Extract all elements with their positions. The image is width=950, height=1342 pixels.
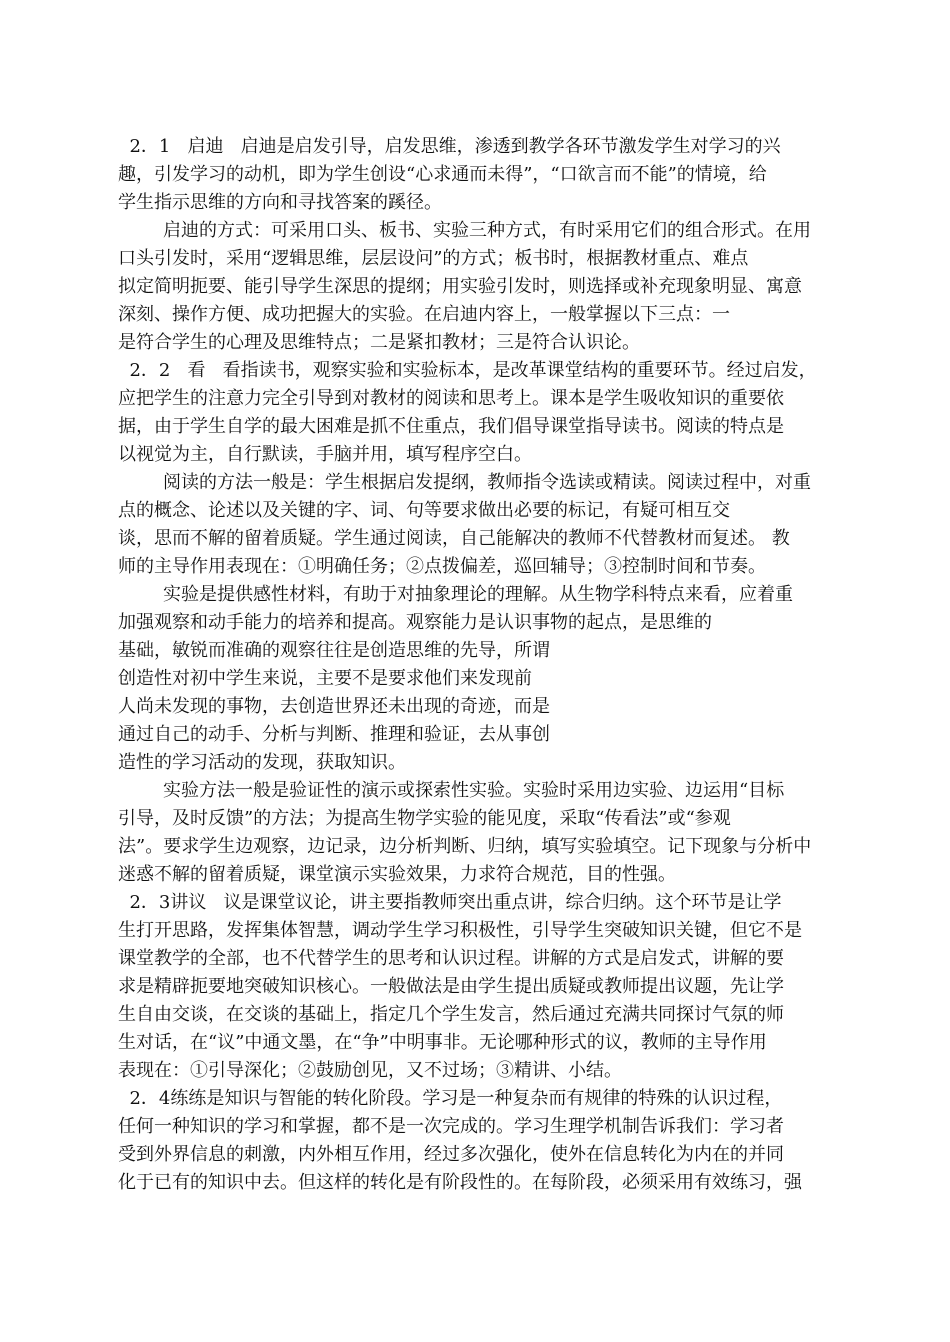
text-line: 实验方法一般是验证性的演示或探索性实验。实验时采用边实验、边运用“目标: [163, 780, 785, 801]
text-line: 以视觉为主，自行默读，手脑并用，填写程序空白。: [118, 444, 532, 465]
text-line: 2．1 启迪 启迪是启发引导，启发思维，渗透到教学各环节激发学生对学习的兴: [118, 136, 781, 157]
text-line: 实验是提供感性材料，有助于对抽象理论的理解。从生物学科特点来看，应着重: [163, 584, 793, 605]
text-line: 生打开思路，发挥集体智慧，调动学生学习积极性，引导学生突破知识关键，但它不是: [118, 920, 802, 941]
text-line: 基础，敏锐而准确的观察往往是创造思维的先导，所谓: [118, 640, 550, 661]
text-line: 生自由交谈，在交谈的基础上，指定几个学生发言，然后通过充满共同探讨气氛的师: [118, 1004, 784, 1025]
text-line: 课堂教学的全部，也不代替学生的思考和认识过程。讲解的方式是启发式，讲解的要: [118, 948, 784, 969]
text-line: 学生指示思维的方向和寻找答案的蹊径。: [118, 192, 442, 213]
text-line: 2．3讲议 议是课堂议论，讲主要指教师突出重点讲，综合归纳。这个环节是让学: [118, 892, 782, 913]
text-line: 表现在：①引导深化；②鼓励创见，又不过场；③精讲、小结。: [118, 1060, 622, 1081]
text-line: 人尚未发现的事物，去创造世界还未出现的奇迹，而是: [118, 696, 550, 717]
text-line: 深刻、操作方便、成功把握大的实验。在启迪内容上，一般掌握以下三点：一: [118, 304, 730, 325]
text-line: 受到外界信息的刺激，内外相互作用，经过多次强化，使外在信息转化为内在的并同: [118, 1144, 784, 1165]
text-line: 通过自己的动手、分析与判断、推理和验证，去从事创: [118, 724, 550, 745]
text-line: 是符合学生的心理及思维特点；二是紧扣教材；三是符合认识论。: [118, 332, 640, 353]
text-line: 化于已有的知识中去。但这样的转化是有阶段性的。在每阶段，必须采用有效练习，强: [118, 1172, 802, 1193]
text-line: 口头引发时，采用“逻辑思维，层层设问”的方式；板书时，根据教材重点、难点: [118, 248, 749, 269]
text-line: 2．4练练是知识与智能的转化阶段。学习是一种复杂而有规律的特殊的认识过程，: [118, 1088, 783, 1109]
text-line: 启迪的方式：可采用口头、板书、实验三种方式，有时采用它们的组合形式。在用: [163, 220, 811, 241]
text-line: 谈，思而不解的留着质疑。学生通过阅读，自己能解决的教师不代替教材而复述。 教: [118, 528, 790, 549]
text-line: 阅读的方法一般是：学生根据启发提纲，教师指令选读或精读。阅读过程中，对重: [163, 472, 811, 493]
text-line: 拟定简明扼要、能引导学生深思的提纲；用实验引发时，则选择或补充现象明显、寓意: [118, 276, 802, 297]
text-line: 迷惑不解的留着质疑，课堂演示实验效果，力求符合规范，目的性强。: [118, 864, 676, 885]
text-line: 据，由于学生自学的最大困难是抓不住重点，我们倡导课堂指导读书。阅读的特点是: [118, 416, 784, 437]
text-line: 法”。要求学生边观察，边记录，边分析判断、归纳，填写实验填空。记下现象与分析中: [118, 836, 812, 857]
text-line: 引导，及时反馈”的方法；为提高生物学实验的能见度，采取“传看法”或“参观: [118, 808, 731, 829]
text-line: 师的主导作用表现在：①明确任务；②点拨偏差，巡回辅导；③控制时间和节奏。: [118, 556, 766, 577]
text-line: 求是精辟扼要地突破知识核心。一般做法是由学生提出质疑或教师提出议题，先让学: [118, 976, 784, 997]
text-line: 点的概念、论述以及关键的字、词、句等要求做出必要的标记，有疑可相互交: [118, 500, 730, 521]
text-line: 生对话，在“议”中通文墨，在“争”中明事非。无论哪种形式的议，教师的主导作用: [118, 1032, 767, 1053]
text-line: 造性的学习活动的发现，获取知识。: [118, 752, 406, 773]
text-line: 创造性对初中学生来说，主要不是要求他们来发现前: [118, 668, 532, 689]
text-line: 任何一种知识的学习和掌握，都不是一次完成的。学习生理学机制告诉我们：学习者: [118, 1116, 784, 1137]
text-line: 应把学生的注意力完全引导到对教材的阅读和思考上。课本是学生吸收知识的重要依: [118, 388, 784, 409]
text-line: 加强观察和动手能力的培养和提高。观察能力是认识事物的起点，是思维的: [118, 612, 712, 633]
text-line: 2．2 看 看指读书，观察实验和实验标本，是改革课堂结构的重要环节。经过启发，: [118, 360, 817, 381]
text-line: 趣，引发学习的动机，即为学生创设“心求通而未得”，“口欲言而不能”的情境，给: [118, 164, 767, 185]
